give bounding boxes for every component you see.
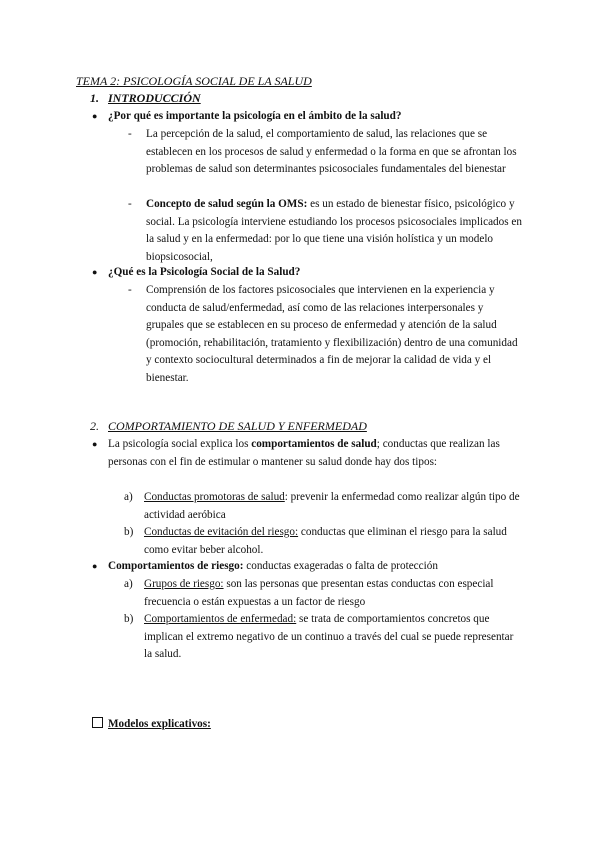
section-2-number: 2. [90,419,99,433]
list-item: a) Conductas promotoras de salud: prevenir la enfermedad como realizar algún tipo de actividad aeróbica [124,491,520,521]
letter-marker: a) [124,491,133,503]
question-1 [92,108,522,126]
question-2 [92,264,522,282]
letter-marker: b) [124,526,134,538]
bullet-icon: ● [92,267,98,277]
health-behaviors-term: comportamientos de salud [251,438,377,450]
list-item [128,282,522,388]
models-label: Modelos explicativos: [108,718,211,730]
letter-marker: a) [124,578,133,590]
oms-concept-label: Concepto de salud según la OMS: [146,198,308,210]
question-1-text: ¿Por qué es importante la psicología en el ámbito de la salud? [108,110,402,122]
section-1-title: INTRODUCCIÓN [108,91,201,105]
question-2-text: ¿Qué es la Psicología Social de la Salud? [108,266,301,278]
dash-marker: - [128,128,132,140]
section-2-title: COMPORTAMIENTO DE SALUD Y ENFERMEDAD [108,419,367,433]
section-2-heading [90,418,367,436]
letter-marker: b) [124,613,134,625]
list-item: a) Grupos de riesgo: son las personas que presentan estas conductas con especial frecuencia o están expuestas a un factor de riesgo [124,578,494,608]
paragraph-risk-behaviors: ● Comportamientos de riesgo: conductas exageradas o falta de protección [92,558,522,576]
list-item [128,196,522,266]
models-line [92,716,211,734]
list-item: b) Conductas de evitación del riesgo: conductas que eliminan el riesgo para la salud como evitar beber alcohol. [124,526,507,556]
list-item-text: La percepción de la salud, el comportamiento de salud, las relaciones que se establecen en los procesos de salud y enfermedad o la forma en que se afrontan los problemas de salud son determinantes psicosociales fundamentales del bienestar [146,128,517,176]
section-1-heading [90,90,201,108]
paragraph-health-behaviors: ● La psicología social explica los comportamientos de salud; conductas que realizan las personas con el fin de estimular o mantener su salud donde hay dos tipos: [92,438,500,468]
dash-marker: - [128,284,132,296]
checkbox-icon[interactable] [92,717,103,728]
list-item [128,126,522,179]
oms-concept-text: es un estado de bienestar físico, psicológico y social. La psicología interviene estudiando los procesos psicosociales implicados en la salud y en la enfermedad: por lo que tiene una visión holística y un modelo biopsicosocial, [146,198,522,263]
bullet-icon: ● [92,111,98,121]
list-item: b) Comportamientos de enfermedad: se trata de comportamientos concretos que implican el extremo negativo de un continuo a través del cual se puede representar la salud. [124,613,514,661]
page-title: TEMA 2: PSICOLOGÍA SOCIAL DE LA SALUD [76,74,312,88]
list-item-text: Comprensión de los factores psicosociales que intervienen en la experiencia y conducta de salud/enfermedad, así como de las relaciones interpersonales y grupales que se establecen en su proceso de enfermedad y atención de la salud (promoción, rehabilitación, tratamiento y flexibilización) dentro de una comunidad y contexto sociocultural determinados a fin de mejorar la calidad de vida y el bienestar. [146,284,518,384]
risk-behaviors-term: Comportamientos de riesgo: [108,560,244,572]
list-item-text [146,196,522,266]
bullet-icon: ● [92,439,98,449]
dash-marker: - [128,198,132,210]
section-1-number: 1. [90,91,99,105]
bullet-icon: ● [92,561,98,571]
